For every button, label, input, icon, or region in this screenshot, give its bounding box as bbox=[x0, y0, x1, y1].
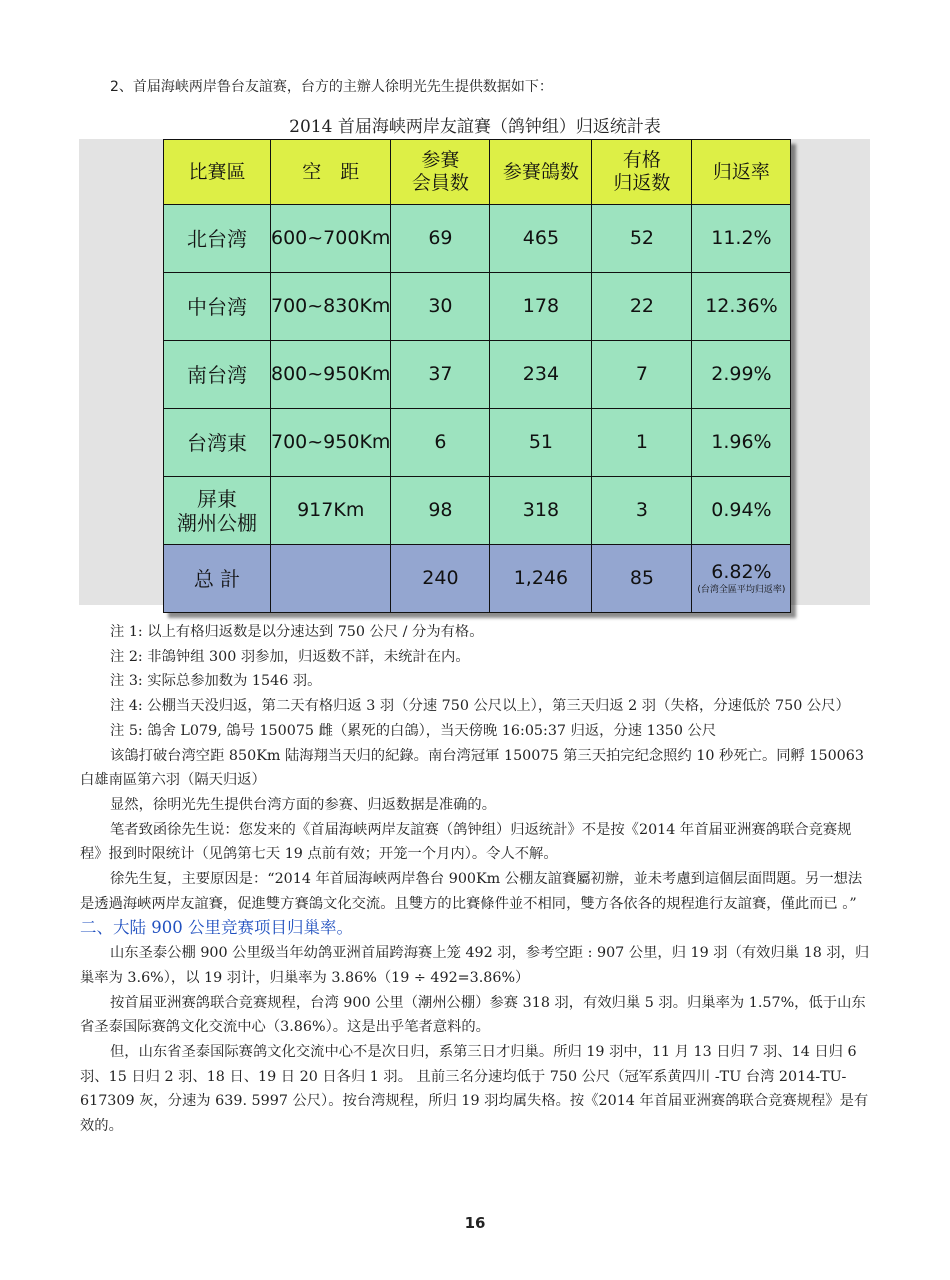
header-region: 比賽區 bbox=[164, 140, 271, 205]
total-members: 240 bbox=[391, 545, 490, 613]
cell-region: 南台湾 bbox=[164, 341, 271, 409]
total-distance bbox=[271, 545, 391, 613]
cell-members: 30 bbox=[391, 273, 490, 341]
body-text bbox=[80, 620, 870, 1139]
paragraph: 徐先生复，主要原因是：“2014 年首屆海峽两岸魯台 900Km 公棚友誼賽屬初辦，並未考慮到這個层面問題。另一想法是透過海峽两岸友誼賽，促進雙方賽鴿文化交流。且雙方的比賽條件並不相同，雙方各依各的規程進行友誼賽，僅此而已 。” bbox=[80, 871, 863, 912]
paragraph: 该鴿打破台湾空距 850Km 陆海翔当天归的紀錄。南台湾冠軍 150075 第三天拍完纪念照约 10 秒死亡。同孵 150063 白雄南區第六羽（隔天归返） bbox=[80, 747, 864, 789]
table-row bbox=[164, 477, 791, 545]
paragraph: 但，山东省圣泰国际赛鸽文化交流中心不是次日归，系第三日才归巢。所归 19 羽中，11 月 13 日归 7 羽、14 日归 6 羽、15 日归 2 羽、18 日、19 日 20 日各归 1 羽。 且前三名分速均低于 750 公尺（冠军系黄四川 -TU 台湾 2014-TU-617309 灰，分速为 639. 5997 公尺）。按台湾规程，所归 19 羽均属失格。按《2014 年首届亚洲赛鸽联合竞赛规程》是有效的。 bbox=[80, 1043, 869, 1135]
table-row bbox=[164, 205, 791, 273]
cell-pigeons: 465 bbox=[490, 205, 592, 273]
cell-rate: 2.99% bbox=[692, 341, 791, 409]
section-heading: 二、大陆 900 公里竞赛项目归巢率。 bbox=[80, 918, 353, 938]
cell-distance: 700~830Km bbox=[271, 273, 391, 341]
paragraph: 按首届亚洲赛鸽联合竞赛规程，台湾 900 公里（潮州公棚）参赛 318 羽，有效归巢 5 羽。归巢率为 1.57%，低于山东省圣泰国际赛鸽文化交流中心（3.86%）。这是出乎笔者意料的。 bbox=[80, 994, 866, 1036]
cell-rate: 11.2% bbox=[692, 205, 791, 273]
table-row bbox=[164, 273, 791, 341]
cell-members: 6 bbox=[391, 409, 490, 477]
cell-distance: 700~950Km bbox=[271, 409, 391, 477]
intro-line: 2、首届海峡两岸鲁台友誼赛，台方的主辦人徐明光先生提供数据如下： bbox=[110, 79, 553, 95]
cell-distance: 917Km bbox=[271, 477, 391, 545]
total-rate-value: 6.82% bbox=[711, 561, 772, 584]
cell-pigeons: 234 bbox=[490, 341, 592, 409]
table-title: 2014 首届海峡两岸友誼賽（鸽钟组）归返统計表 bbox=[289, 117, 661, 137]
cell-members: 98 bbox=[391, 477, 490, 545]
table-row bbox=[164, 341, 791, 409]
cell-returns: 22 bbox=[592, 273, 692, 341]
cell-distance: 800~950Km bbox=[271, 341, 391, 409]
header-rate: 归返率 bbox=[692, 140, 791, 205]
note-5: 注 5: 鴿舍 L079, 鴿号 150075 雌（累死的白鴿），当天傍晚 16:05:37 归返，分速 1350 公尺 bbox=[110, 722, 717, 739]
total-label: 总 計 bbox=[164, 545, 271, 613]
paragraph: 笔者致函徐先生说：您发来的《首届海峡两岸友誼赛（鸽钟组）归返统計》不是按《2014 年首届亚洲赛鸽联合竞赛规程》报到时限统计（见鸽第七天 19 点前有效；开笼一个月内）。令人不解。 bbox=[80, 821, 852, 863]
table-total-row bbox=[164, 545, 791, 613]
paragraph: 山东圣泰公棚 900 公里级当年幼鸽亚洲首届跨海赛上笼 492 羽，参考空距 : 907 公里，归 19 羽（有效归巢 18 羽，归巢率为 3.6%），以 19 羽计，归巢率为 3.86%（19 ÷ 492=3.86%） bbox=[80, 945, 870, 986]
cell-returns: 7 bbox=[592, 341, 692, 409]
header-members: 参賽 会員数 bbox=[391, 140, 490, 205]
cell-returns: 1 bbox=[592, 409, 692, 477]
cell-region: 屏東 潮州公棚 bbox=[164, 477, 271, 545]
header-returns: 有格 归返数 bbox=[592, 140, 692, 205]
cell-region: 台湾東 bbox=[164, 409, 271, 477]
cell-pigeons: 51 bbox=[490, 409, 592, 477]
total-rate-note: (台湾全區平均归返率) bbox=[697, 585, 786, 595]
cell-pigeons: 318 bbox=[490, 477, 592, 545]
header-pigeons: 参賽鴿数 bbox=[490, 140, 592, 205]
cell-returns: 52 bbox=[592, 205, 692, 273]
cell-returns: 3 bbox=[592, 477, 692, 545]
header-distance: 空 距 bbox=[271, 140, 391, 205]
cell-region: 中台湾 bbox=[164, 273, 271, 341]
cell-region: 北台湾 bbox=[164, 205, 271, 273]
note-2: 注 2: 非鴿钟组 300 羽参加，归返数不詳，未统計在内。 bbox=[110, 648, 470, 665]
table-row bbox=[164, 409, 791, 477]
note-4: 注 4: 公棚当天没归返，第二天有格归返 3 羽（分速 750 公尺以上），第三天归返 2 羽（失格，分速低於 750 公尺） bbox=[110, 698, 850, 715]
cell-pigeons: 178 bbox=[490, 273, 592, 341]
table-header-row bbox=[164, 140, 791, 205]
return-stats-table bbox=[163, 139, 791, 613]
cell-members: 69 bbox=[391, 205, 490, 273]
cell-rate: 0.94% bbox=[692, 477, 791, 545]
cell-rate: 1.96% bbox=[692, 409, 791, 477]
cell-members: 37 bbox=[391, 341, 490, 409]
total-pigeons: 1,246 bbox=[490, 545, 592, 613]
paragraph: 显然，徐明光先生提供台湾方面的参赛、归返数据是准确的。 bbox=[110, 796, 497, 813]
total-rate bbox=[692, 545, 791, 613]
total-returns: 85 bbox=[592, 545, 692, 613]
note-3: 注 3: 实际总参加数为 1546 羽。 bbox=[110, 673, 322, 690]
note-1: 注 1: 以上有格归返数是以分速达到 750 公尺 / 分为有格。 bbox=[110, 624, 484, 640]
cell-rate: 12.36% bbox=[692, 273, 791, 341]
cell-distance: 600~700Km bbox=[271, 205, 391, 273]
page-number: 16 bbox=[464, 1214, 486, 1232]
